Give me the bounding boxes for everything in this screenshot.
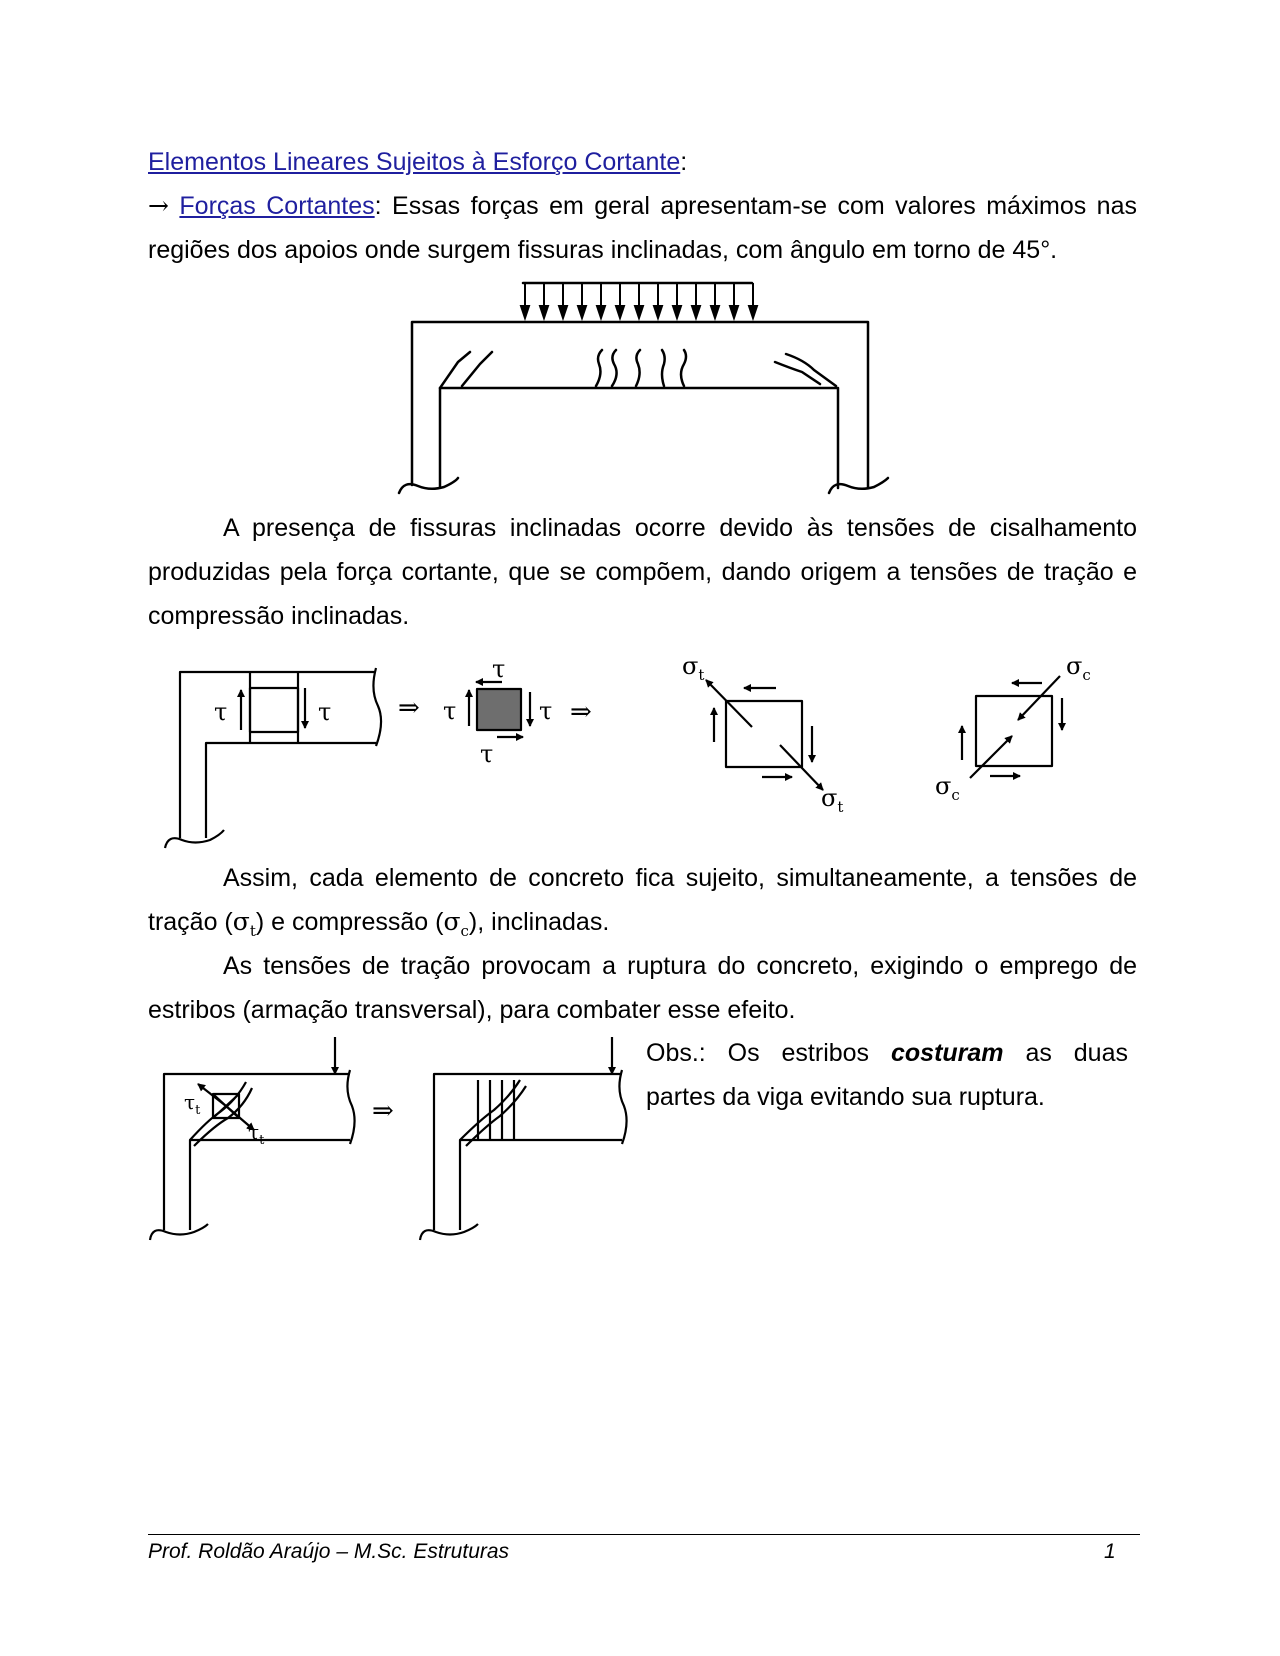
- obs-line-1: [646, 1038, 1128, 1068]
- obs-bold-term: costuram: [890, 1039, 1004, 1067]
- sigma-subscript: c: [460, 922, 469, 940]
- section-title-colon: :: [680, 148, 688, 176]
- forcas-text-1: : Essas forças em geral apresentam-se com valores máximos nas: [374, 192, 1137, 220]
- sigma-symbol: σ: [443, 907, 461, 936]
- sigma-symbol: σ: [821, 784, 838, 812]
- tau-symbol: τ: [248, 1120, 260, 1144]
- tau-label-top: τ: [492, 655, 506, 683]
- assim-line-1: Assim, cada elemento de concreto fica sujeito, simultaneamente, a tensões de: [223, 864, 1137, 892]
- assim-text-a: tração (: [148, 908, 233, 936]
- tau-subscript: t: [259, 1133, 265, 1148]
- tau-subscript: t: [195, 1103, 201, 1118]
- tensoes-line-1: As tensões de tração provocam a ruptura do concreto, exigindo o emprego de: [223, 952, 1137, 980]
- obs-text-a: Obs.: Os estribos: [646, 1039, 870, 1067]
- sigma-subscript: t: [837, 797, 844, 816]
- right-arrow-icon: →: [148, 191, 169, 220]
- tau-t-label-right: [248, 1120, 264, 1148]
- implies-3: ⇒: [372, 1096, 394, 1126]
- section-title-link[interactable]: Elementos Lineares Sujeitos à Esforço Cortante: [148, 148, 681, 176]
- joint3-right-break-bottom: [420, 1224, 478, 1240]
- presenca-line-2: produzidas pela força cortante, que se compõem, dando origem a tensões de tração e: [148, 558, 1137, 586]
- tau-symbol: τ: [184, 1090, 196, 1114]
- obs-line-2: partes da viga evitando sua ruptura.: [646, 1083, 1045, 1111]
- joint3-right-break-right: [619, 1070, 626, 1144]
- assim-text-c: ), inclinadas.: [468, 908, 610, 936]
- sigma-subscript: t: [249, 922, 256, 940]
- tau-label-joint-left: τ: [214, 698, 228, 726]
- sigma-symbol: σ: [1066, 652, 1083, 680]
- joint3-left-break-bottom: [150, 1224, 208, 1240]
- footer-rule: [148, 1534, 1140, 1535]
- tau-label-left: τ: [443, 697, 457, 725]
- joint3-left-inner: [190, 1140, 350, 1230]
- tau-label-joint-right: τ: [318, 698, 332, 726]
- tau-label-bottom: τ: [480, 740, 494, 768]
- footer-page-number: 1: [1104, 1540, 1116, 1563]
- sigma-symbol: σ: [935, 772, 952, 800]
- tau-label-right: τ: [539, 697, 553, 725]
- forcas-cortantes-link[interactable]: Forças Cortantes: [179, 192, 375, 220]
- sigma-subscript: c: [951, 785, 960, 804]
- implies-2: ⇒: [570, 697, 592, 727]
- sigma-subscript: t: [698, 665, 705, 684]
- forcas-line-2: regiões dos apoios onde surgem fissuras inclinadas, com ângulo em torno de 45°.: [148, 236, 1058, 264]
- tau-t-label-left: [184, 1090, 200, 1118]
- sigma-symbol: σ: [682, 652, 699, 680]
- tensoes-line-2: estribos (armação transversal), para combater esse efeito.: [148, 996, 796, 1024]
- sigma-subscript: c: [1082, 665, 1091, 684]
- assim-text-b: ) e compressão (: [255, 908, 444, 936]
- obs-text-b: as duas: [1025, 1039, 1128, 1067]
- joint3-right-inner: [460, 1140, 622, 1230]
- presenca-line-1: A presença de fissuras inclinadas ocorre devido às tensões de cisalhamento: [223, 514, 1137, 542]
- sigma-symbol: σ: [232, 907, 250, 936]
- implies-1: ⇒: [398, 693, 420, 723]
- presenca-line-3: compressão inclinadas.: [148, 602, 410, 630]
- joint3-right-outer: [434, 1074, 622, 1230]
- footer-author: Prof. Roldão Araújo – M.Sc. Estruturas: [148, 1540, 510, 1563]
- joint3-left-break-right: [347, 1070, 354, 1144]
